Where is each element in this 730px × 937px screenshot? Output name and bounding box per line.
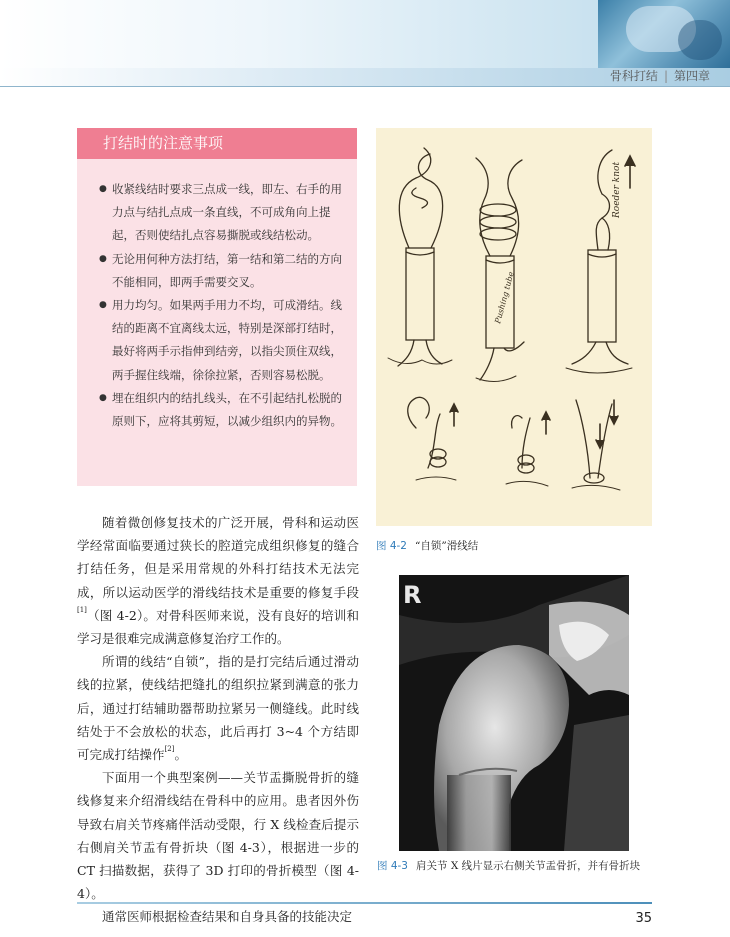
- tube-1-drawing: [388, 148, 452, 366]
- book-section: 骨科打结: [609, 69, 658, 83]
- page-number: 35: [635, 911, 652, 926]
- tube-2-drawing: [476, 158, 524, 382]
- body-paragraph-4: 通常医师根据检查结果和自身具备的技能决定: [102, 909, 353, 925]
- chapter-label: 第四章: [673, 69, 710, 83]
- figure-4-3-number: 图 4-3: [377, 860, 408, 872]
- reference-2: [2]: [164, 745, 175, 754]
- notes-box: [77, 128, 357, 486]
- footer-rule: [77, 902, 652, 904]
- xray-side-marker: R: [403, 581, 422, 609]
- notes-item: ● 用力均匀。如果两手用力不均，可成滑结。线结的距离不宜离线太远，特别是深部打结时，最好将两手示指伸到结旁，以指尖顶住双线，两手握住线端，徐徐拉紧，否则容易松脱。: [101, 294, 347, 387]
- header-photo: [598, 0, 730, 68]
- notes-item: ● 无论用何种方法打结，第一结和第二结的方向不能相同，即两手需要交叉。: [101, 248, 347, 294]
- body-paragraph-3: 下面用一个典型案例——关节盂撕脱骨折的缝线修复来介绍滑线结在骨科中的应用。患者因外伤导致右肩关节疼痛伴活动受限，行 X 线检查后提示右侧肩关节盂有骨折块（图 4-3），根据进一步的 CT 扫描数据，获得了 3D 打印的骨折模型（图 4-4）。: [77, 770, 359, 902]
- body-paragraph-1: 随着微创修复技术的广泛开展，骨科和运动医学经常面临要通过狭长的腔道完成组织修复的缝合打结任务，但是采用常规的外科打结技术无法完成，所以运动医学的滑线结技术是重要的修复手段[1]（图 4-2）。对骨科医师来说，没有良好的培训和学习是很难完成满意修复治疗工作的。: [77, 515, 359, 647]
- figure-4-2-knot-drawing: [376, 128, 652, 526]
- chapter-info: 骨科打结 | 第四章: [609, 69, 710, 83]
- tube-3-drawing: [566, 150, 632, 373]
- figure-4-2-caption-text: “自锁”滑线结: [415, 540, 479, 552]
- reference-1: [1]: [77, 605, 87, 614]
- body-text: [77, 511, 359, 929]
- header-rule: [0, 86, 730, 87]
- figure-4-3-xray: [399, 575, 629, 851]
- page-header: [0, 0, 730, 86]
- notes-item: ● 收紧线结时要求三点成一线，即左、右手的用力点与结扎点成一条直线，不可成角向上提起，否则使结扎点容易撕脱或线结松动。: [101, 178, 347, 248]
- notes-item: ● 埋在组织内的结扎线头，在不引起结扎松脱的原则下，应将其剪短，以减少组织内的异物。: [101, 387, 347, 433]
- figure-4-2-caption: [376, 538, 478, 553]
- figure-4-2-number: 图 4-2: [376, 540, 407, 552]
- pushing-tube-label: Pushing tube: [493, 270, 516, 325]
- figure-4-3-caption-text: 肩关节 X 线片显示右侧关节盂骨折，并有骨折块: [416, 860, 641, 872]
- notes-title: 打结时的注意事项: [77, 128, 357, 159]
- notes-list: [101, 178, 347, 433]
- figure-4-3-caption: [377, 858, 640, 873]
- roeder-knot-label: Roeder knot: [612, 161, 622, 218]
- body-paragraph-2: 所谓的线结“自锁”，指的是打完结后通过滑动线的拉紧，使线结把缝扎的组织拉紧到满意的张力后，通过打结辅助器帮助拉紧另一侧缝线。此时线结处于不会放松的状态，此后再打 3~4 个方结即可完成打结操作[2]。: [77, 654, 359, 763]
- lower-knot-sketches: [408, 397, 620, 490]
